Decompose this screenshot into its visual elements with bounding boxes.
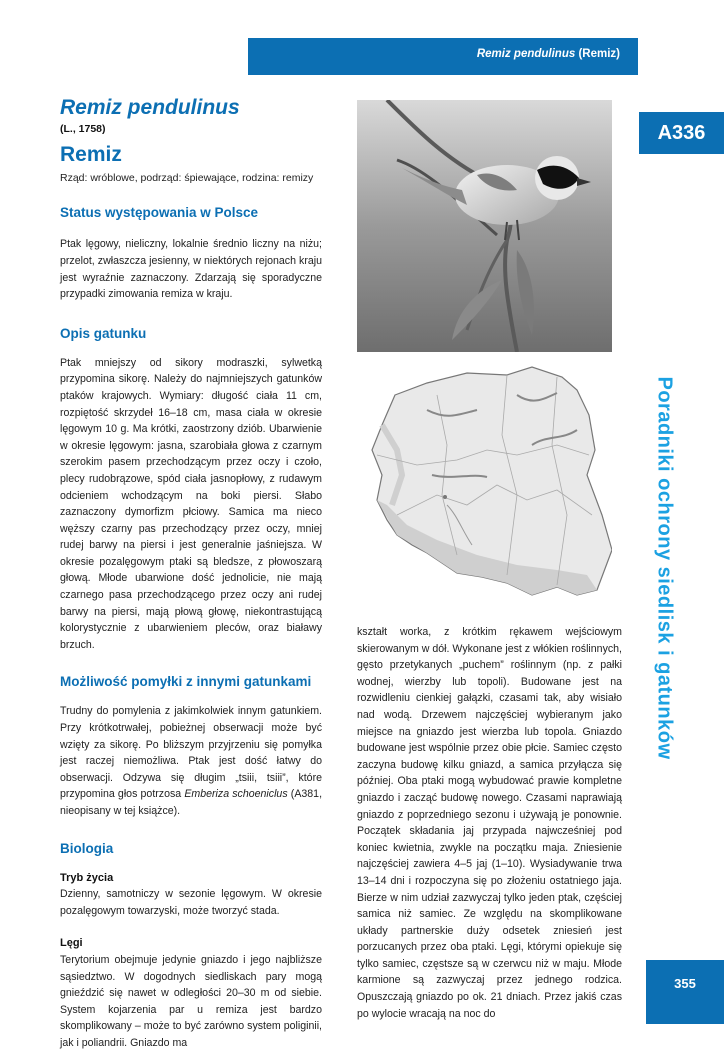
header-latin: Remiz pendulinus xyxy=(476,48,576,60)
life-heading: Tryb życia xyxy=(60,871,114,884)
breeding-heading: Lęgi xyxy=(60,937,83,950)
description-text: Ptak mniejszy od sikory modraszki, sylwetką przypomina sikorę. Należy do najmniejszych gatunków ptaków krajowych. Wymiary: długość ciała 11 cm, rozpiętość skrzydeł 16–18 cm, masa ciała w okresie lęgowym 10 g. Ma krótki, zaostrzony dziób. Ubarwienie w okresie lęgowym: jasna, szarobiała głowa z czarnym szerokim pasem przechodzącym przez oczy i czoło, plecy rudobrązowe, spód ciała jasnopłowy, z rudawym odcieniem wchodzącym na boki piersi. Słabo zaznaczony dymorfizm płciowy. Samica ma nieco węższy czarny pas przechodzący przez oczy, mniej rudej barwy na piersi i jest generalnie jaśniejsza. W okresie pozalęgowym ptaki są bledsze, z płowoszarą głową. Młode ubarwione dość jednolicie, nie mają czarnego pasa przechodzącego przez oczy ani rudej barwy na piersi, mają płową głowę, niekontrastującą kolorystycznie z ubarwieniem pleców, oraz białawy brzuch. xyxy=(60,356,322,651)
right-column-text: kształt worka, z krótkim rękawem wejściowym skierowanym w dół. Wykonane jest z włókien roślinnych, gęsto przetykanych „puchem” roślinnym (np. z pałki wodnej, wierzby lub topoli). Budowane jest na rozwidleniu cienkiej gałązki, czasami tak, aby wisiało nad wodą. Drzewem najczęściej wybieranym jako miejsce na gniazdo jest wierzba lub topola. Gniazdo budowane jest wspólnie przez obie płcie. Samiec często zaczyna budowę kilku gniazd, a samica przyłącza się później. Oba ptaki mogą wybudować prawie kompletne gniazdo i zacząć budowę nowego. Czasami naprawiają gniazdo z poprzedniego sezonu i używają je ponownie. Początek składania jaj przypada najwcześniej pod koniec kwietnia, zwykle na początku maja. Zniesienie najczęściej zawiera 4–5 jaj (1–10). Wysiadywanie trwa 13–14 dni i rozpoczyna się po złożeniu ostatniego jaja. Bierze w nim udział zazwyczaj tylko jeden ptak, częściej samica niż samiec. Ze względu na skomplikowane układy partnerskie duży odsetek zniesień jest porzucanych przez oba ptaki. Lęgi, którymi opiekuje się tylko samiec, częstsze są w czerwcu niż w maju. Młode karmione są zazwyczaj przez jednego rodzica. Opuszczają gniazdo po ok. 21 dniach. Przez jakiś czas po wylocie wracają na noc do xyxy=(357,626,622,1020)
left-column xyxy=(60,96,323,1052)
confusion-species: Emberiza schoeniclus xyxy=(184,788,288,801)
biology-heading: Biologia xyxy=(60,840,114,856)
species-code-tab: A336 xyxy=(639,112,724,154)
header-polish: (Remiz) xyxy=(578,48,620,60)
description-heading: Opis gatunku xyxy=(60,325,147,341)
confusion-text-1: Trudny do pomylenia z jakimkolwiek innym gatunkiem. Przy krótkotrwałej, pobieżnej obserwacji może być wzięty za sikorę. Po bliższym przyjrzeniu się pomyłka jest raczej niemożliwa. Ptak jest dość łatwy do obserwacji. Odzywa się długim „tsiii, tsiii”, które przypomina głos potrzosa xyxy=(60,705,322,801)
taxonomy: Rząd: wróblowe, podrząd: śpiewające, rodzina: remizy xyxy=(60,171,314,184)
confusion-heading: Możliwość pomyłki z innymi gatunkami xyxy=(60,674,312,690)
bird-photo xyxy=(357,100,612,352)
species-author: (L., 1758) xyxy=(60,122,106,135)
page-number: 355 xyxy=(646,960,724,1024)
side-title: Poradniki ochrony siedlisk i gatunków xyxy=(653,376,676,760)
life-text: Dzienny, samotniczy w sezonie lęgowym. W okresie pozalęgowym towarzyski, może tworzyć stada. xyxy=(60,888,322,917)
confusion-text xyxy=(60,703,322,819)
header-title xyxy=(477,48,620,60)
header-bar xyxy=(248,38,638,75)
breeding-text: Terytorium obejmuje jedynie gniazdo i jego najbliższe sąsiedztwo. W dogodnych siedliskach pary mogą gnieździć się nawet w odległości 20–30 m od siebie. System kojarzenia par u remiza jest bardzo skomplikowany – może to być zarówno system poliginii, jak i poliandrii. Gniazdo ma xyxy=(60,953,322,1049)
status-text: Ptak lęgowy, nieliczny, lokalnie średnio liczny na niżu; przelot, zwłaszcza jesienny, w niektórych rejonach kraju jest wyraźnie zaznaczony. Zdarzają się sporadyczne przypadki zimowania remiza w kraju. xyxy=(60,238,322,301)
species-polish-title: Remiz xyxy=(60,143,122,167)
status-heading: Status występowania w Polsce xyxy=(60,205,259,221)
confusion-text-2: (A381, nieopisany w tej książce). xyxy=(60,788,323,817)
distribution-map xyxy=(357,355,612,617)
right-column xyxy=(357,624,622,1022)
species-latin-title: Remiz pendulinus xyxy=(60,96,240,119)
